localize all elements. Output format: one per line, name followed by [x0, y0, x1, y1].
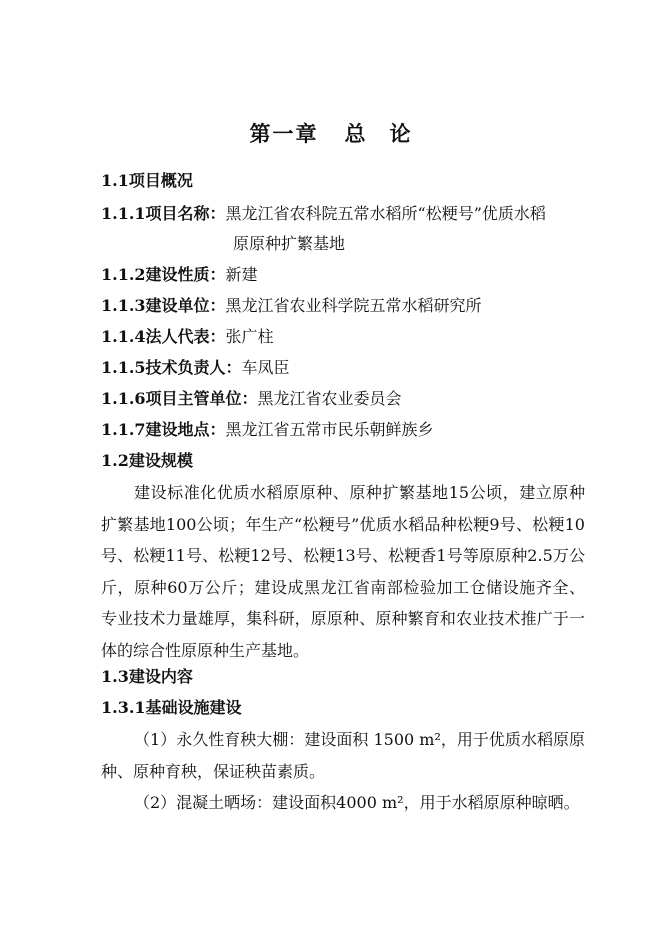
item-label: 1.1.5技术负责人： — [101, 358, 242, 377]
content-item-1: （1）永久性育秧大棚：建设面积 1500 m²，用于优质水稻原原种、原种育秧，保证秧苗素质。 — [101, 730, 585, 781]
item-value: 黑龙江省农业科学院五常水稻研究所 — [225, 296, 482, 315]
content-item-2: （2）混凝土晒场：建设面积4000 m²，用于水稻原原种晾晒。 — [134, 793, 580, 812]
item-value: 车凤臣 — [241, 358, 290, 377]
item-legal-rep — [101, 326, 274, 348]
item-value: 黑龙江省五常市民乐朝鲜族乡 — [225, 420, 434, 439]
section-heading-1-1: 1.1项目概况 — [101, 171, 193, 190]
item-value: 黑龙江省农业委员会 — [257, 389, 402, 408]
item-location — [101, 419, 434, 441]
item-project-name — [101, 203, 546, 225]
item-construction-nature — [101, 264, 258, 286]
item-supervising-unit — [101, 388, 402, 410]
item-value: 新建 — [225, 265, 258, 284]
item-tech-lead — [101, 357, 290, 379]
item-label: 1.1.1项目名称： — [101, 204, 226, 223]
item-label: 1.1.3建设单位： — [101, 296, 226, 315]
section-heading-1-3: 1.3建设内容 — [101, 667, 193, 686]
item-label: 1.1.4法人代表： — [101, 327, 226, 346]
item-value: 黑龙江省农科院五常水稻所“松粳号”优质水稻 — [225, 204, 546, 223]
chapter-title-part-a: 总 — [344, 121, 368, 146]
chapter-title — [0, 118, 662, 148]
scale-paragraph: 建设标准化优质水稻原原种、原种扩繁基地15公顷，建立原种扩繁基地100公顷；年生产“松粳号”优质水稻品种松粳9号、松粳10号、松粳11号、松粳12号、松粳13号、松粳香1号等原原种2.5万公斤，原种60万公斤；建设成黑龙江省南部检验加工仓储设施齐全、专业技术力量雄厚，集科研，原原种、原种繁育和农业技术推广于一体的综合性原原种生产基地。 — [101, 483, 585, 660]
chapter-title-part-b: 论 — [389, 121, 413, 146]
section-heading-1-2: 1.2建设规模 — [101, 451, 193, 470]
item-project-name-cont: 原原种扩繁基地 — [233, 234, 346, 253]
item-label: 1.1.6项目主管单位： — [101, 389, 258, 408]
item-label: 1.1.7建设地点： — [101, 420, 226, 439]
section-heading-1-3-1: 1.3.1基础设施建设 — [101, 698, 242, 717]
item-value: 张广柱 — [225, 327, 274, 346]
item-label: 1.1.2建设性质： — [101, 265, 226, 284]
chapter-label: 第一章 — [249, 121, 319, 146]
item-construction-unit — [101, 295, 482, 317]
